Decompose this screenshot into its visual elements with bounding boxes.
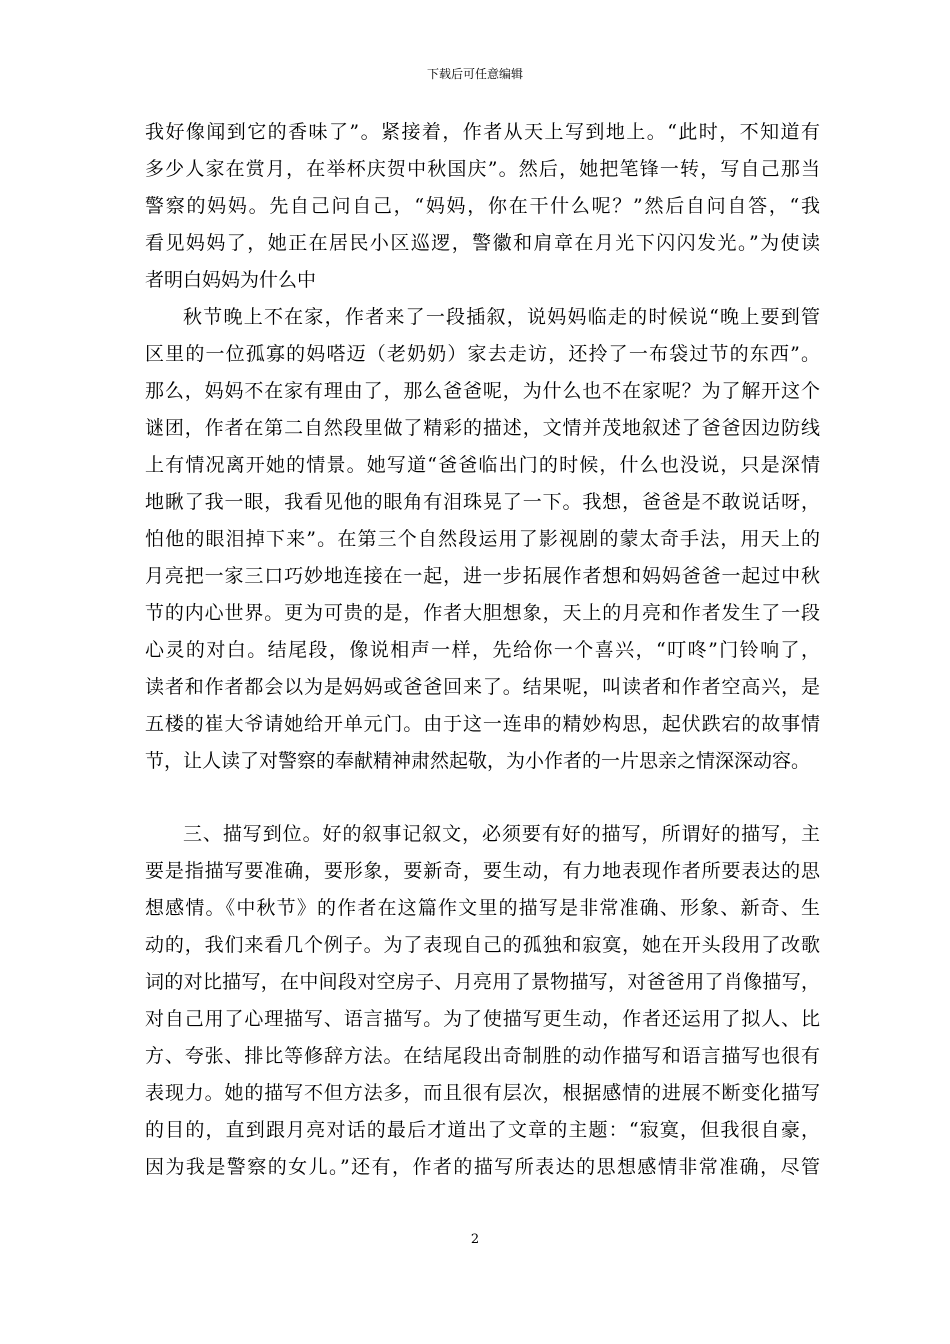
text-line: 我好像闻到它的香味了”。紧接着，作者从天上写到地上。“此时，不知道有 — [145, 121, 820, 143]
paragraph-2 — [145, 299, 820, 780]
text-line: 方、夸张、排比等修辞方法。在结尾段出奇制胜的动作描写和语言描写也很有 — [145, 1045, 820, 1067]
text-line: 谜团，作者在第二自然段里做了精彩的描述，文情并茂地叙述了爸爸因边防线 — [145, 417, 820, 439]
page-number: 2 — [470, 1232, 480, 1247]
text-line: 因为我是警察的女儿。”还有，作者的描写所表达的思想感情非常准确，尽管 — [145, 1156, 820, 1178]
text-line: 区里的一位孤寡的妈嗒迈（老奶奶）家去走访，还拎了一布袋过节的东西”。 — [145, 343, 820, 365]
text-line: 地瞅了我一眼，我看见他的眼角有泪珠晃了一下。我想，爸爸是不敢说话呀， — [145, 491, 820, 513]
text-line: 月亮把一家三口巧妙地连接在一起，进一步拓展作者想和妈妈爸爸一起过中秋 — [145, 565, 820, 587]
text-line: 三、描写到位。好的叙事记叙文，必须要有好的描写，所谓好的描写，主 — [183, 823, 820, 845]
text-line: 想感情。《中秋节》的作者在这篇作文里的描写是非常准确、形象、新奇、生 — [145, 897, 820, 919]
text-line: 节的内心世界。更为可贵的是，作者大胆想象，天上的月亮和作者发生了一段 — [145, 602, 820, 624]
text-line: 者明白妈妈为什么中 — [145, 269, 317, 291]
text-line: 读者和作者都会以为是妈妈或爸爸回来了。结果呢，叫读者和作者空高兴，是 — [145, 676, 820, 698]
text-line: 上有情况离开她的情景。她写道“爸爸临出门的时候，什么也没说，只是深情 — [145, 454, 820, 476]
text-line: 五楼的崔大爷请她给开单元门。由于这一连串的精妙构思，起伏跌宕的故事情 — [145, 713, 820, 735]
text-line: 动的，我们来看几个例子。为了表现自己的孤独和寂寞，她在开头段用了改歌 — [145, 934, 820, 956]
text-line: 警察的妈妈。先自己问自己，“妈妈，你在干什么呢？”然后自问自答，“我 — [145, 195, 820, 217]
text-line: 要是指描写要准确，要形象，要新奇，要生动，有力地表现作者所要表达的思 — [145, 860, 820, 882]
text-line: 节，让人读了对警察的奉献精神肃然起敬，为小作者的一片思亲之情深深动容。 — [145, 750, 811, 772]
text-line: 怕他的眼泪掉下来”。在第三个自然段运用了影视剧的蒙太奇手法，用天上的 — [145, 528, 820, 550]
document-body — [145, 114, 820, 1186]
paragraph-gap — [145, 780, 820, 816]
paragraph-1 — [145, 114, 820, 299]
text-line: 词的对比描写，在中间段对空房子、月亮用了景物描写，对爸爸用了肖像描写， — [145, 971, 820, 993]
text-line: 对自己用了心理描写、语言描写。为了使描写更生动，作者还运用了拟人、比 — [145, 1008, 820, 1030]
page-header: 下载后可任意编辑 — [426, 67, 523, 81]
text-line: 的目的，直到跟月亮对话的最后才道出了文章的主题：“寂寞，但我很自豪， — [145, 1119, 820, 1141]
paragraph-3 — [145, 816, 820, 1186]
text-line: 心灵的对白。结尾段，像说相声一样，先给你一个喜兴，“叮咚”门铃响了， — [145, 639, 820, 661]
text-line: 看见妈妈了，她正在居民小区巡逻，警徽和肩章在月光下闪闪发光。”为使读 — [145, 232, 820, 254]
text-line: 秋节晚上不在家，作者来了一段插叙，说妈妈临走的时候说“晚上要到管 — [183, 306, 820, 328]
text-line: 表现力。她的描写不但方法多，而且很有层次，根据感情的进展不断变化描写 — [145, 1082, 820, 1104]
text-line: 多少人家在赏月，在举杯庆贺中秋国庆”。然后，她把笔锋一转，写自己那当 — [145, 158, 820, 180]
text-line: 那么，妈妈不在家有理由了，那么爸爸呢，为什么也不在家呢？为了解开这个 — [145, 380, 820, 402]
